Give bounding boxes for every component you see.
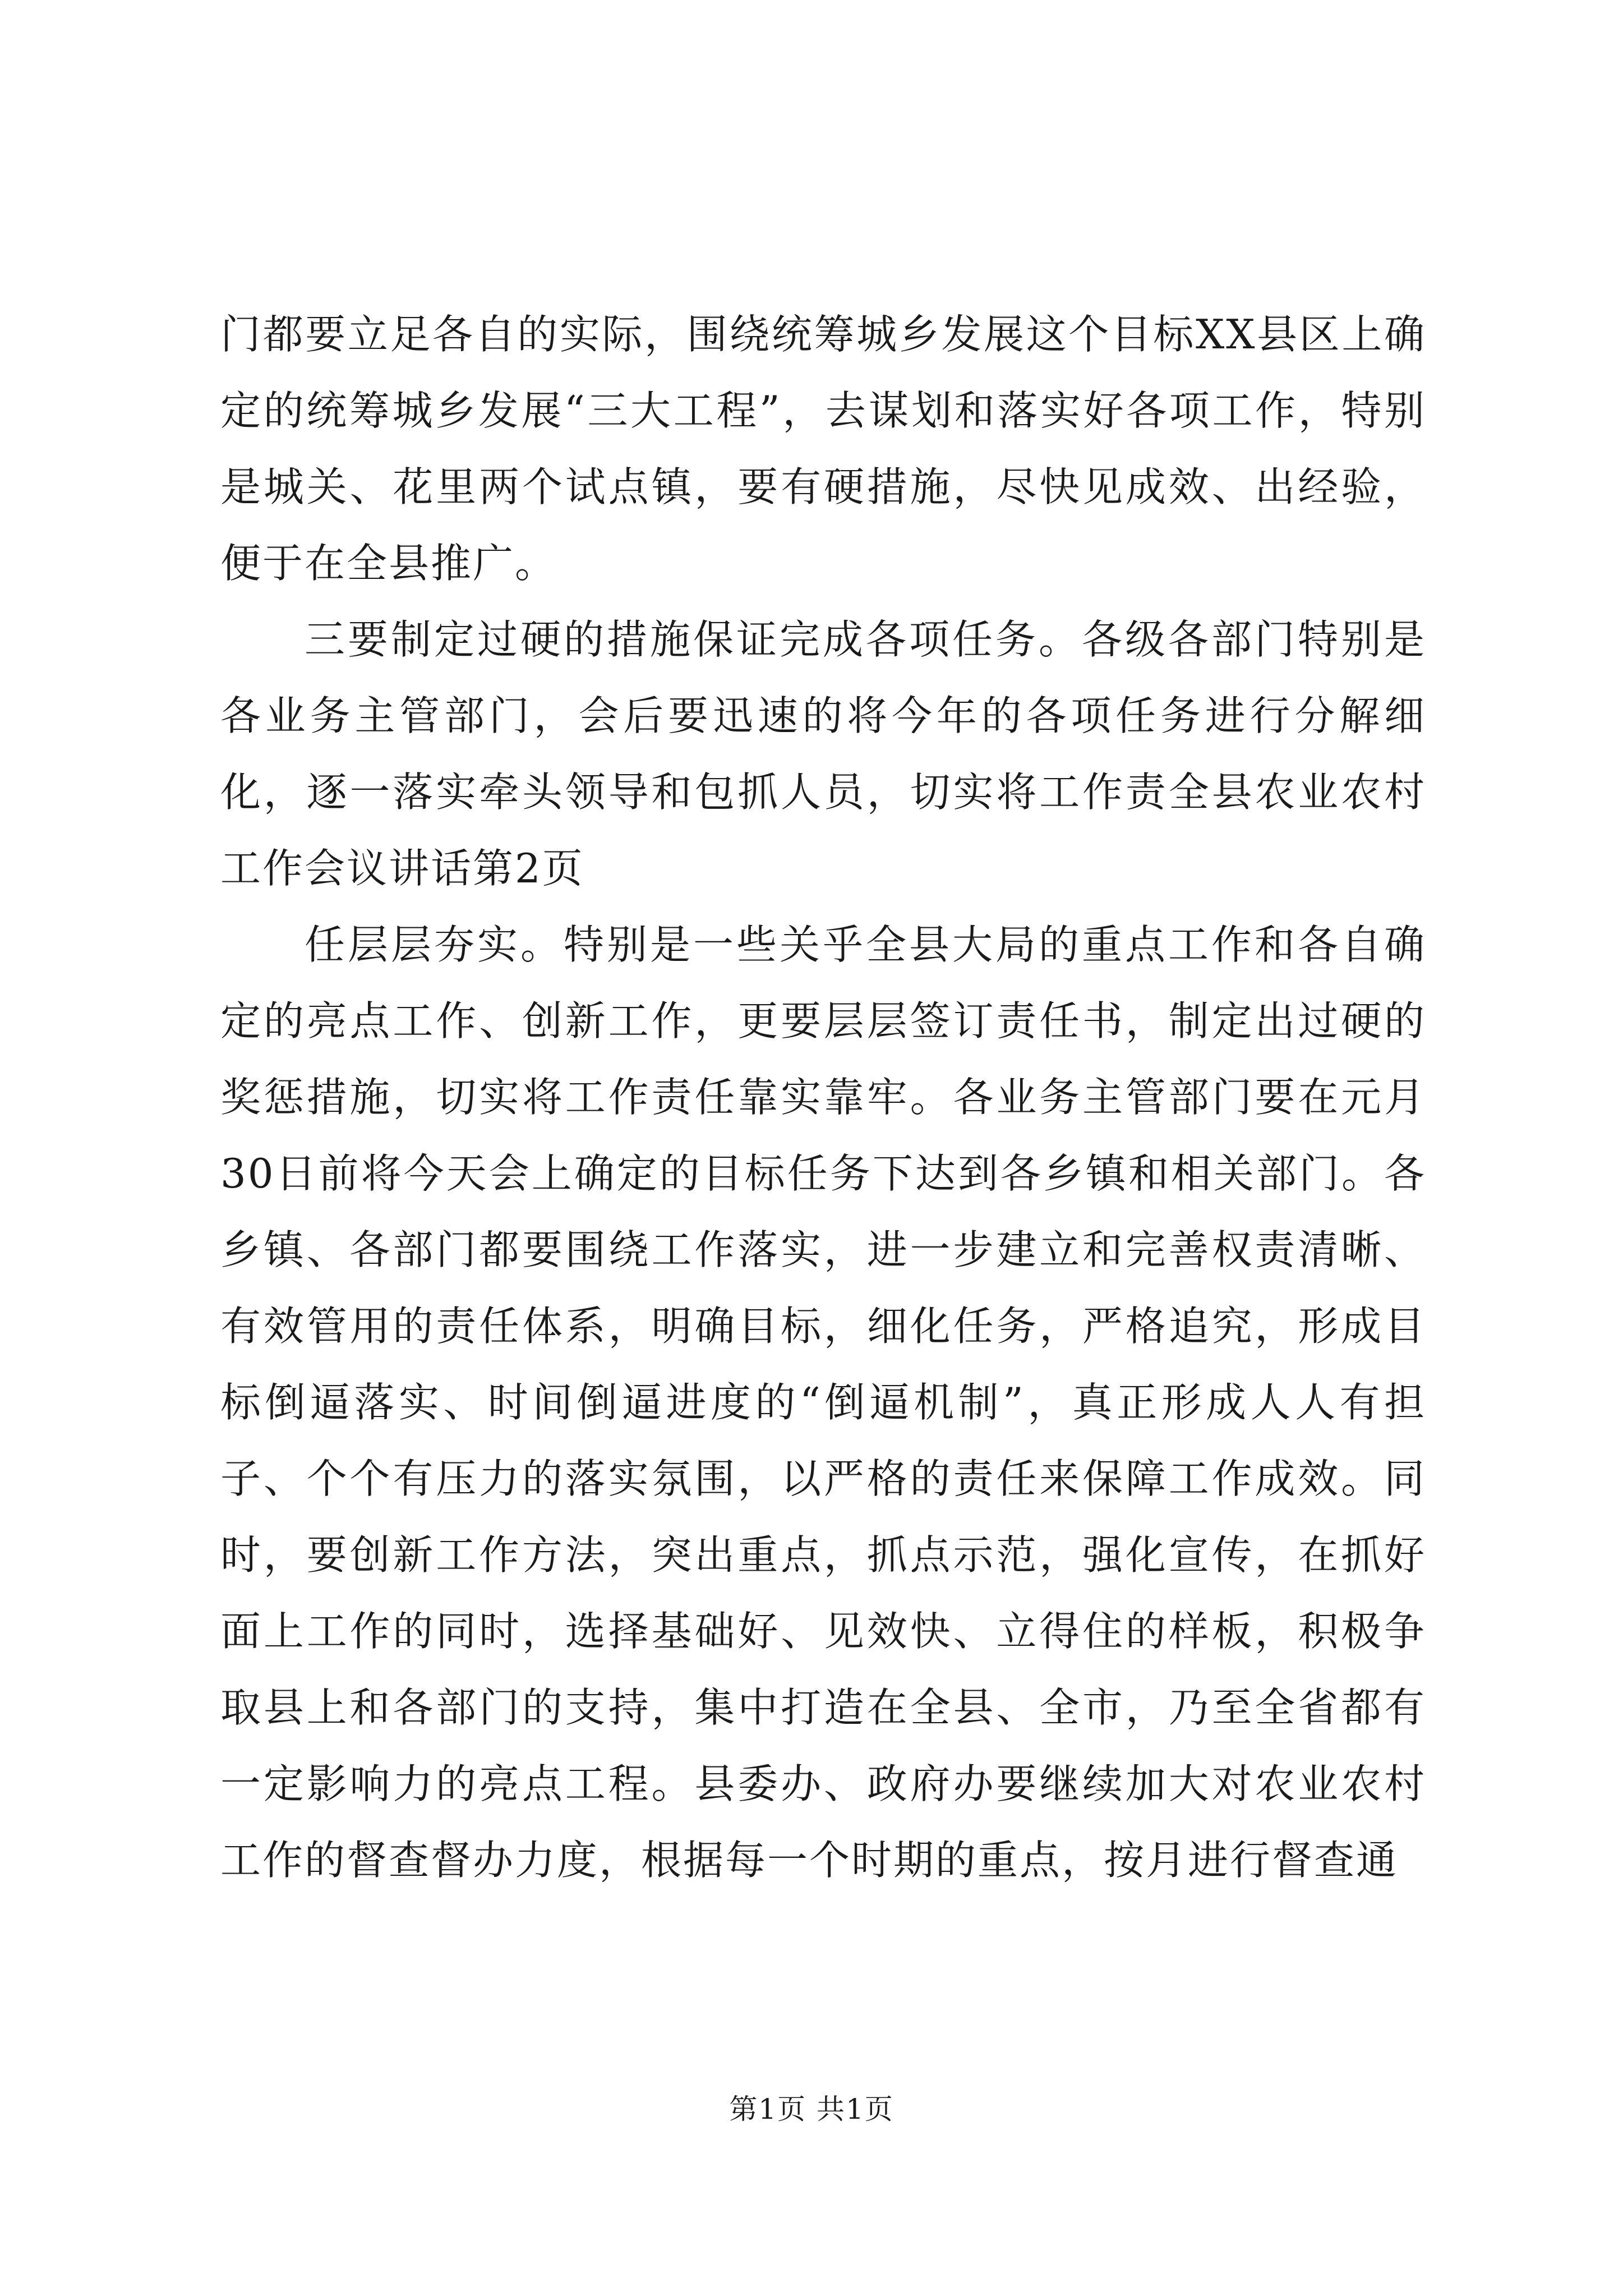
paragraph-1: 门都要立足各自的实际，围绕统筹城乡发展这个目标XX县区上确定的统筹城乡发展“三大工程”，去谋划和落实好各项工作，特别是城关、花里两个试点镇，要有硬措施，尽快见成效、出经验，便于在全县推广。 xyxy=(220,311,1426,587)
page-footer: 第1页 共1页 xyxy=(729,2093,894,2125)
paragraph-2: 三要制定过硬的措施保证完成各项任务。各级各部门特别是各业务主管部门，会后要迅速的将今年的各项任务进行分解细化，逐一落实牵头领导和包抓人员，切实将工作责全县农业农村工作会议讲话第2页 xyxy=(220,616,1426,892)
document-body xyxy=(220,296,1426,1898)
paragraph-3: 任层层夯实。特别是一些关乎全县大局的重点工作和各自确定的亮点工作、创新工作，更要层层签订责任书，制定出过硬的奖惩措施，切实将工作责任靠实靠牢。各业务主管部门要在元月30日前将今天会上确定的目标任务下达到各乡镇和相关部门。各乡镇、各部门都要围绕工作落实，进一步建立和完善权责清晰、有效管用的责任体系，明确目标，细化任务，严格追究，形成目标倒逼落实、时间倒逼进度的“倒逼机制”，真正形成人人有担子、个个有压力的落实氛围，以严格的责任来保障工作成效。同时，要创新工作方法，突出重点，抓点示范，强化宣传，在抓好面上工作的同时，选择基础好、见效快、立得住的样板，积极争取县上和各部门的支持，集中打造在全县、全市，乃至全省都有一定影响力的亮点工程。县委办、政府办要继续加大对农业农村工作的督查督办力度，根据每一个时期的重点，按月进行督查通 xyxy=(220,921,1426,1884)
